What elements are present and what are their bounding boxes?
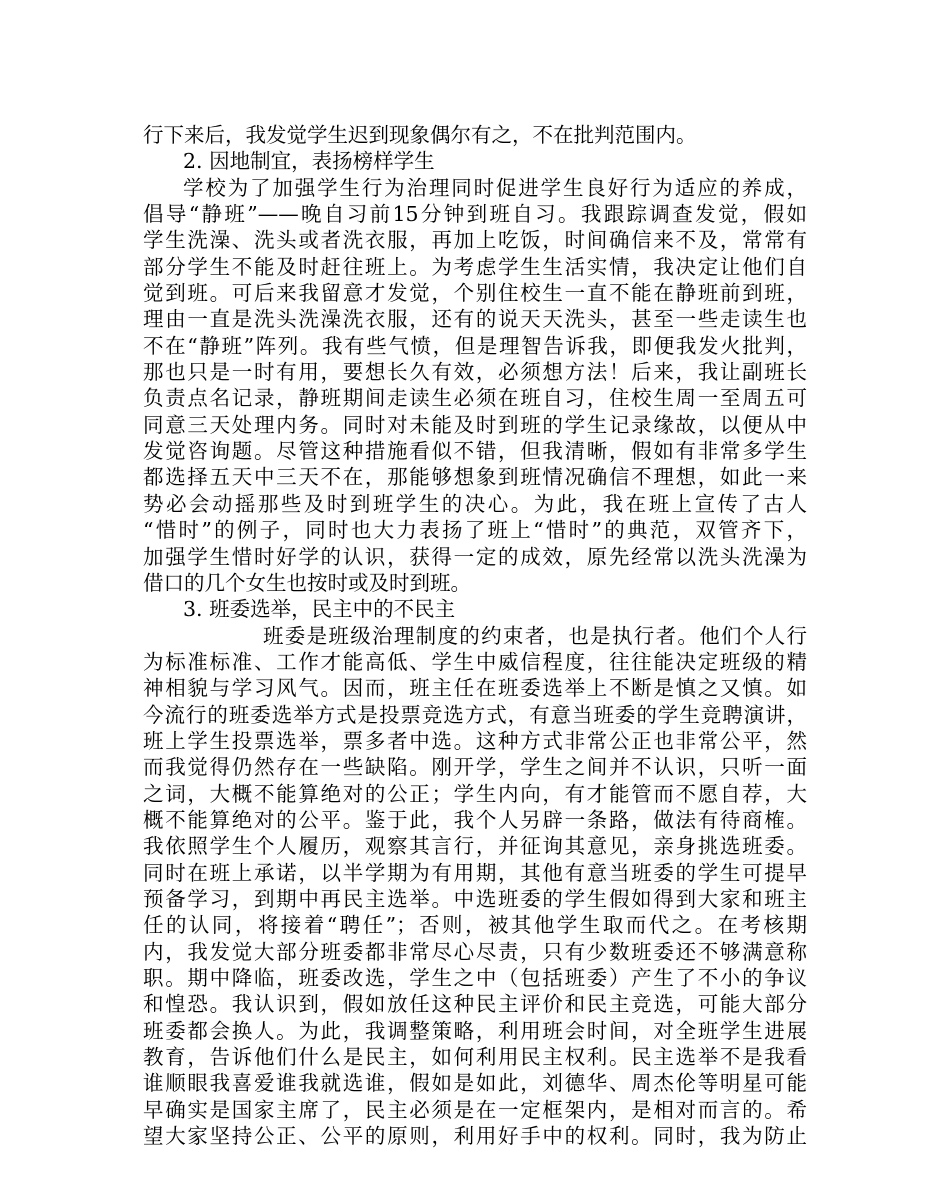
paragraph-line: 都选择五天中三天不在，那能够想象到班情况确信不理想，如此一来: [143, 465, 807, 490]
paragraph-line: 神相貌与学习风气。因而，班主任在班委选举上不断是慎之又慎。如: [143, 676, 807, 701]
paragraph-line: 任的认同，将接着“聘任”；否则，被其他学生取而代之。在考核期: [143, 913, 807, 938]
section-heading: 3. 班委选举，民主中的不民主: [183, 597, 456, 622]
paragraph-line: 那也只是一时有用，要想长久有效，必须想方法！后来，我让副班长: [143, 360, 807, 385]
paragraph-line: 谁顺眼我喜爱谁我就选谁，假如是如此，刘德华、周杰伦等明星可能: [143, 1071, 807, 1096]
paragraph-line: 发觉咨询题。尽管这种措施看似不错，但我清晰，假如有非常多学生: [143, 439, 807, 464]
paragraph-line: 借口的几个女生也按时或及时到班。: [143, 570, 471, 595]
paragraph-line: 职。期中降临，班委改选，学生之中（包括班委）产生了不小的争议: [143, 966, 807, 990]
paragraph-line: 理由一直是洗头洗澡洗衣服，还有的说天天洗头，甚至一些走读生也: [143, 307, 807, 332]
paragraph-line: 望大家坚持公正、公平的原则，利用好手中的权利。同时，我为防止: [143, 1124, 807, 1149]
document-body: [143, 122, 807, 1149]
paragraph-line: 为标准标准、工作才能高低、学生中威信程度，往往能决定班级的精: [143, 649, 807, 674]
paragraph-line: 预备学习，到期中再民主选举。中选班委的学生假如得到大家和班主: [143, 886, 807, 911]
paragraph-line: 部分学生不能及时赶往班上。为考虑学生生活实情，我决定让他们自: [143, 254, 807, 279]
paragraph-line: 之词，大概不能算绝对的公正；学生内向，有才能管而不愿自荐，大: [143, 781, 807, 806]
paragraph-line: 学生洗澡、洗头或者洗衣服，再加上吃饭，时间确信来不及，常常有: [143, 228, 807, 253]
paragraph-line: 早确实是国家主席了，民主必须是在一定框架内，是相对而言的。希: [143, 1097, 807, 1122]
paragraph-line: 教育，告诉他们什么是民主，如何利用民主权利。民主选举不是我看: [143, 1045, 807, 1070]
paragraph-line: 班上学生投票选举，票多者中选。这种方式非常公正也非常公平，然: [143, 728, 807, 753]
paragraph-line: 班委都会换人。为此，我调整策略，利用班会时间，对全班学生进展: [143, 1018, 807, 1043]
paragraph-line: 觉到班。可后来我留意才发觉，个别住校生一直不能在静班前到班，: [143, 281, 807, 306]
paragraph-line: 概不能算绝对的公平。鉴于此，我个人另辟一条路，做法有待商榷。: [143, 807, 807, 832]
paragraph-line: 我依照学生个人履历，观察其言行，并征询其意见，亲身挑选班委。: [143, 834, 807, 859]
paragraph-line: 学校为了加强学生行为治理同时促进学生良好行为适应的养成，: [183, 175, 807, 200]
paragraph-line: 加强学生惜时好学的认识，获得一定的成效，原先经常以洗头洗澡为: [143, 544, 807, 569]
paragraph-line: 班委是班级治理制度的约束者，也是执行者。他们个人行: [263, 623, 807, 648]
paragraph-line: 不在“静班”阵列。我有些气愤，但是理智告诉我，即便我发火批判，: [143, 333, 807, 358]
paragraph-line: 倡导“静班”——晚自习前15分钟到班自习。我跟踪调查发觉，假如: [143, 202, 807, 227]
paragraph-line: 同时在班上承诺，以半学期为有用期，其他有意当班委的学生可提早: [143, 860, 807, 885]
paragraph-line: 行下来后，我发觉学生迟到现象偶尔有之，不在批判范围内。: [143, 123, 697, 147]
paragraph-line: 势必会动摇那些及时到班学生的决心。为此，我在班上宣传了古人: [143, 491, 807, 516]
paragraph-line: 今流行的班委选举方式是投票竞选方式，有意当班委的学生竞聘演讲，: [143, 702, 807, 727]
paragraph-line: 负责点名记录，静班期间走读生必须在班自习，住校生周一至周五可: [143, 386, 807, 411]
paragraph-line: “惜时”的例子，同时也大力表扬了班上“惜时”的典范，双管齐下，: [143, 518, 807, 543]
paragraph-line: 内，我发觉大部分班委都非常尽心尽责，只有少数班委还不够满意称: [143, 939, 807, 964]
paragraph-line: 同意三天处理内务。同时对未能及时到班的学生记录缘故，以便从中: [143, 412, 807, 437]
section-heading: 2. 因地制宜，表扬榜样学生: [183, 149, 435, 174]
paragraph-line: 而我觉得仍然存在一些缺陷。刚开学，学生之间并不认识，只听一面: [143, 755, 807, 780]
paragraph-line: 和惶恐。我认识到，假如放任这种民主评价和民主竞选，可能大部分: [143, 992, 807, 1017]
